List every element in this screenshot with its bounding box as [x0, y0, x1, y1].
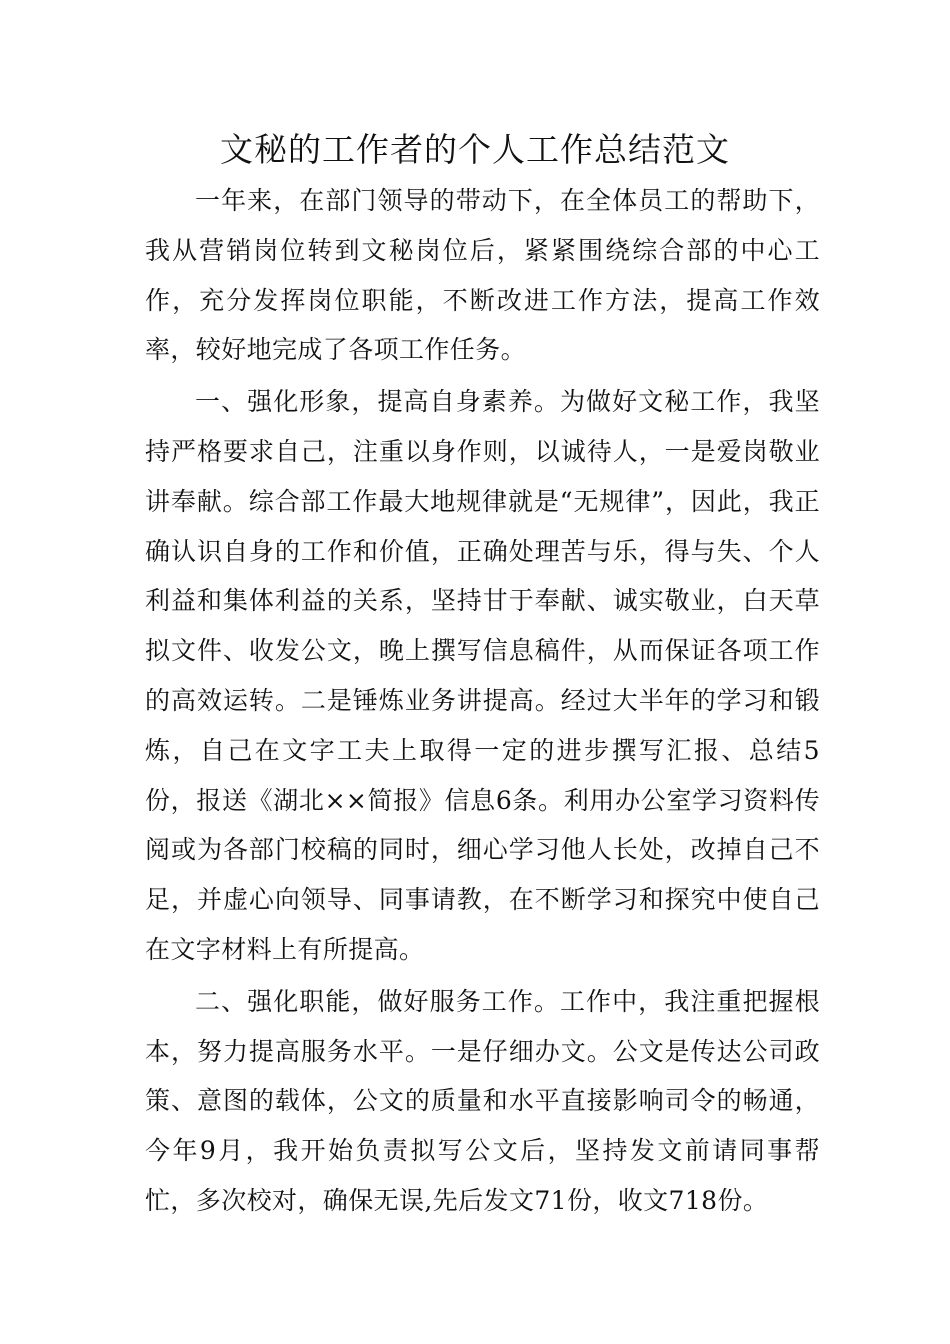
document-title: 文秘的工作者的个人工作总结范文 [220, 130, 730, 169]
paragraph-section-two: 二、强化职能，做好服务工作。工作中，我注重把握根本，努力提高服务水平。一是仔细办文。公文是传达公司政策、意图的载体，公文的质量和水平直接影响司令的畅通，今年9月，我开始负责拟写公文后，坚持发文前请同事帮忙，多次校对，确保无误,先后发文71份，收文718份。 [145, 986, 820, 1215]
paragraph-intro: 一年来，在部门领导的带动下，在全体员工的帮助下，我从营销岗位转到文秘岗位后，紧紧围绕综合部的中心工作，充分发挥岗位职能，不断改进工作方法，提高工作效率，较好地完成了各项工作任务。 [145, 186, 820, 365]
document-body [145, 176, 820, 1226]
paragraph-section-one: 一、强化形象，提高自身素养。为做好文秘工作，我坚持严格要求自己，注重以身作则，以诚待人，一是爱岗敬业讲奉献。综合部工作最大地规律就是“无规律”，因此，我正确认识自身的工作和价值，正确处理苦与乐，得与失、个人利益和集体利益的关系，坚持甘于奉献、诚实敬业，白天草拟文件、收发公文，晚上撰写信息稿件，从而保证各项工作的高效运转。二是锤炼业务讲提高。经过大半年的学习和锻炼，自己在文字工夫上取得一定的进步撰写汇报、总结5份，报送《湖北××简报》信息6条。利用办公室学习资料传阅或为各部门校稿的同时，细心学习他人长处，改掉自己不足，并虚心向领导、同事请教，在不断学习和探究中使自己在文字材料上有所提高。 [145, 387, 820, 964]
